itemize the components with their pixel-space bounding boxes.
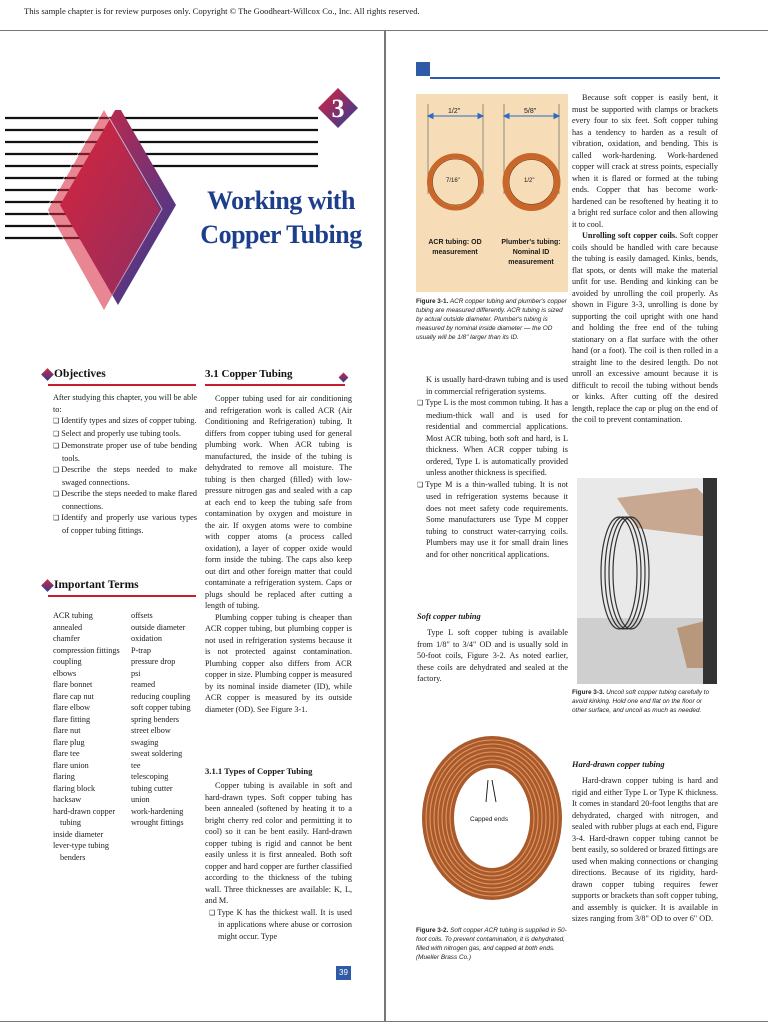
- term-item: tee: [131, 760, 141, 770]
- acr-od-dimension: 1/2": [448, 108, 461, 115]
- unrolling-text: Soft copper coils should be handled with care because the tubing is easily damaged. Kinks, bends, flat spots, or dents will make the material unfit for use. Bending and kinking can be avoided by unrolling the coil properly. As shown in Figure 3-3, unrolling is done by supporting the coil upright with one hand and holding the free end of the tubing stationary on a flat surface with the other hand (or a foot). The coil is then rolled in a straight line to the desired length. Do not unroll an excessive amount because it is difficult to recoil the tubing without bends or kinks. After cutting off the desired length, replace the cap or plug on the end of the coil to prevent contamination.: [572, 231, 718, 424]
- acr-tubing-label: ACR tubing: OD measurement: [428, 239, 482, 256]
- term-item: spring benders: [131, 714, 179, 724]
- chapter-title-line1: Working with: [207, 186, 355, 215]
- terms-column-1: [53, 610, 131, 863]
- plumber-dimension: 5/8": [524, 108, 537, 115]
- figure-3-1-caption-text: ACR copper tubing and plumber's copper tubing are measured differently. ACR tubing is sized by actual outside diameter. Plumber's tubing is measured by nominal inside diameter — the OD usually will be 1/8" larger than its ID.: [416, 298, 567, 341]
- term-item: outside diameter: [131, 622, 186, 632]
- type-l-bullet: [417, 397, 568, 479]
- section-3-1-rule: [205, 384, 345, 386]
- objective-item: ❑ Identify and properly use various types of copper tubing fittings.: [53, 512, 197, 536]
- page-number: 39: [336, 966, 351, 980]
- term-item: P-trap: [131, 645, 152, 655]
- copyright-notice: This sample chapter is for review purposes only. Copyright © The Goodheart-Willcox Co., Inc. All rights reserved.: [24, 6, 420, 16]
- term-item: flaring: [53, 772, 75, 781]
- objectives-list: [53, 415, 197, 536]
- term-item: elbows: [53, 668, 77, 678]
- figure-3-2-caption: [416, 926, 568, 962]
- right-column-text: [572, 92, 718, 426]
- figure-3-3-caption-text: Uncoil soft copper tubing carefully to avoid kinking. Hold one end flat on the floor or other surface, and uncoil as much as needed.: [572, 689, 710, 714]
- term-item: work-hardening: [131, 806, 184, 816]
- figure-3-2: [416, 728, 568, 918]
- type-m-text: Type M is a thin-walled tubing. It is not used in refrigeration systems because it does not meet safety code requirements. Some manufacturers use Type M copper tubing to construct water-carrying coils. Plumbers may use it for small drain lines and for other noncritical applications.: [425, 479, 568, 559]
- figure-3-3-photo-art: [577, 478, 717, 684]
- figure-3-3-caption: [572, 688, 718, 715]
- term-item: hacksaw: [53, 795, 82, 804]
- term-item: tubing: [60, 818, 81, 827]
- section-3-1-p2: Plumbing copper tubing is cheaper than ACR copper tubing, but plumbing copper is not used in refrigeration systems because it is not protected against contamination. Plumbing copper also differs from ACR copper in size. Plumbing copper is measured by its nominal inside diameter (ID), while ACR copper is measured by its outside diameter (OD). See Figure 3-1.: [205, 612, 352, 714]
- terms-column-2: [131, 610, 201, 829]
- term-item: flare union: [53, 760, 89, 770]
- term-item: flare elbow: [53, 703, 91, 712]
- objective-item: ❑ Select and properly use tubing tools.: [53, 428, 197, 441]
- objective-item: ❑ Identify types and sizes of copper tubing.: [53, 415, 197, 428]
- section-3-1-1-p1: Copper tubing is available in soft and hard-drawn types. Soft copper tubing has been annealed (softened by heating it to a bright cherry red color and permitting it to cool) so it can be bent easily. Hard-drawn copper tubing is rigid and cannot be bent easily unless it is first annealed. Both soft copper and hard copper are further classified according to the thickness of the tubing wall. Three thicknesses are available: K, L, and M.: [205, 781, 352, 905]
- term-item: telescoping: [131, 772, 169, 781]
- unrolling-heading: Unrolling soft copper coils.: [582, 231, 678, 240]
- term-item: hard-drawn copper: [53, 806, 116, 816]
- figure-3-1: [416, 94, 568, 292]
- type-m-bullet: [417, 479, 568, 561]
- section-3-1-1-body: [205, 780, 352, 942]
- figure-3-2-caption-text: Soft copper ACR tubing is supplied in 50-foot coils. To prevent contamination, it is dehydrated, filled with nitrogen gas, and capped at both ends. (Mueller Brass Co.): [416, 927, 567, 961]
- soft-copper-heading: Soft copper tubing: [417, 612, 481, 621]
- figure-3-3-caption-label: Figure 3-3.: [572, 689, 605, 696]
- term-item: ACR tubing: [53, 611, 93, 620]
- objectives-heading: Objectives: [54, 368, 106, 380]
- term-item: coupling: [53, 657, 82, 666]
- term-item: pressure drop: [131, 657, 176, 666]
- objective-item: ❑ Demonstrate proper use of tube bending tools.: [53, 440, 197, 464]
- term-item: flare nut: [53, 726, 81, 735]
- plumber-tubing-label: Plumber's tubing: Nominal ID measurement: [501, 239, 561, 266]
- right-header-rule: [430, 77, 720, 79]
- section-3-1-p1: Copper tubing used for air conditioning and refrigeration work is called ACR (Air Conditioning and Refrigeration) tubing. It differs from copper tubing used for general plumbing work. When ACR tubing is manufactured, the inside of the tubing is dehydrated to remove all moisture. The tubing is then charged (filled) with low-pressure nitrogen gas and sealed with a cap at each end to keep the tubing safe from contamination by oxygen and moisture in the air. If oxygen atoms were to combine with copper atoms (a process called oxidation), a layer of copper oxide would form inside the tubing. The caps also keep out dirt and other foreign matter that could contaminate a refrigeration system. Caps or plugs should be replaced after cutting a length of tubing.: [205, 394, 352, 610]
- type-k-continued: K is usually hard-drawn tubing and is used in commercial refrigeration systems.: [426, 375, 568, 396]
- term-item: psi: [131, 668, 141, 678]
- term-item: swaging: [131, 737, 159, 747]
- term-item: flare cap nut: [53, 691, 94, 701]
- figure-3-1-caption: [416, 297, 568, 342]
- term-item: flare tee: [53, 749, 80, 758]
- term-item: inside diameter: [53, 829, 104, 839]
- soft-copper-paragraph: Type L soft copper tubing is available from 1/8" to 3/4" OD and is usually sold in 50-foot coils, Figure 3-2. As noted earlier, these coils are dehydrated and sealed at the factory.: [417, 628, 568, 683]
- term-item: tubing cutter: [131, 783, 173, 793]
- term-item: flare fitting: [53, 714, 91, 724]
- figure-3-3-photo: [577, 478, 717, 684]
- type-l-text: Type L is the most common tubing. It has a medium-thick wall and is used for residential and commercial applications. Most ACR tubing, both soft and hard, is L thickness. When ACR copper tubing is ordered, Type L is automatically provided unless another thickness is specified.: [425, 398, 568, 477]
- terms-heading: Important Terms: [54, 579, 139, 591]
- term-item: chamfer: [53, 634, 80, 643]
- chapter-title: [196, 184, 366, 252]
- right-header-square: [416, 62, 430, 76]
- figure-3-1-caption-label: Figure 3-1.: [416, 298, 449, 305]
- section-3-1-body: [205, 393, 352, 715]
- term-item: street elbow: [131, 726, 171, 735]
- objective-item: ❑ Describe the steps needed to make swaged connections.: [53, 464, 197, 488]
- term-item: benders: [60, 852, 86, 862]
- terms-rule: [48, 595, 196, 597]
- term-item: wrought fittings: [131, 818, 184, 827]
- type-k-text: Type K has the thickest wall. It is used in applications where abuse or corrosion might occur. Type: [217, 907, 352, 941]
- term-item: soft copper tubing: [131, 703, 191, 712]
- hard-drawn-paragraph: Hard-drawn copper tubing is hard and rigid and either Type L or Type K thickness. It comes in standard 20-foot lengths that are dehydrated, charged with nitrogen, and sealed with rubber plugs at each end, Figure 3-4. Hard-drawn copper tubing cannot be bent easily, so soldered or brazed fittings are used when making connections or changing directions. Because of its rigidity, hard-drawn copper tubing requires fewer supports or brackets than soft copper tubing, and assembly is quicker. It is available in sizes ranging from 3/8" OD to over 6" OD.: [572, 776, 718, 923]
- term-item: oxidation: [131, 634, 162, 643]
- objectives-rule: [48, 384, 196, 386]
- objectives-intro: After studying this chapter, you will be able to:: [53, 393, 197, 414]
- objectives-block: [53, 392, 197, 536]
- plumber-id-dimension: 1/2": [524, 178, 535, 184]
- unrolling-paragraph: [572, 230, 718, 426]
- hard-drawn-heading: Hard-drawn copper tubing: [572, 760, 665, 769]
- capped-ends-label: Capped ends: [470, 816, 509, 823]
- term-item: reducing coupling: [131, 691, 191, 701]
- term-item: sweat soldering: [131, 749, 183, 758]
- section-3-1-1-heading: 3.1.1 Types of Copper Tubing: [205, 766, 313, 776]
- chapter-number: 3: [331, 94, 345, 123]
- term-item: reamed: [131, 680, 156, 689]
- term-item: union: [131, 795, 150, 804]
- work-hardening-paragraph: Because soft copper is easily bent, it must be supported with clamps or brackets every four to six feet. Soft copper tubing has a tendency to harden as a result of vibration, oxidation, and bending. This is called work-hardening. Work-hardened copper will crack at stress points, especially when it is flared or formed at the tubing ends. Copper that has become work-hardened can be resoftened by heating it to a bright red surface color and then allowing it to cool.: [572, 93, 718, 229]
- section-3-1-heading: 3.1 Copper Tubing: [205, 368, 293, 380]
- term-item: flaring block: [53, 783, 96, 793]
- figure-3-2-caption-label: Figure 3-2.: [416, 927, 449, 934]
- chapter-title-line2: Copper Tubing: [200, 220, 362, 249]
- term-item: compression fittings: [53, 645, 120, 655]
- objective-item: ❑ Describe the steps needed to make flared connections.: [53, 488, 197, 512]
- term-item: flare plug: [53, 737, 85, 747]
- acr-id-dimension: 7/16": [446, 178, 460, 184]
- type-k-bullet: [209, 907, 352, 943]
- term-item: flare bonnet: [53, 680, 93, 689]
- term-item: lever-type tubing: [53, 841, 109, 850]
- figure-3-2-coil: [416, 728, 568, 918]
- term-item: annealed: [53, 622, 83, 632]
- term-item: offsets: [131, 611, 153, 620]
- middle-column-text: [417, 374, 568, 560]
